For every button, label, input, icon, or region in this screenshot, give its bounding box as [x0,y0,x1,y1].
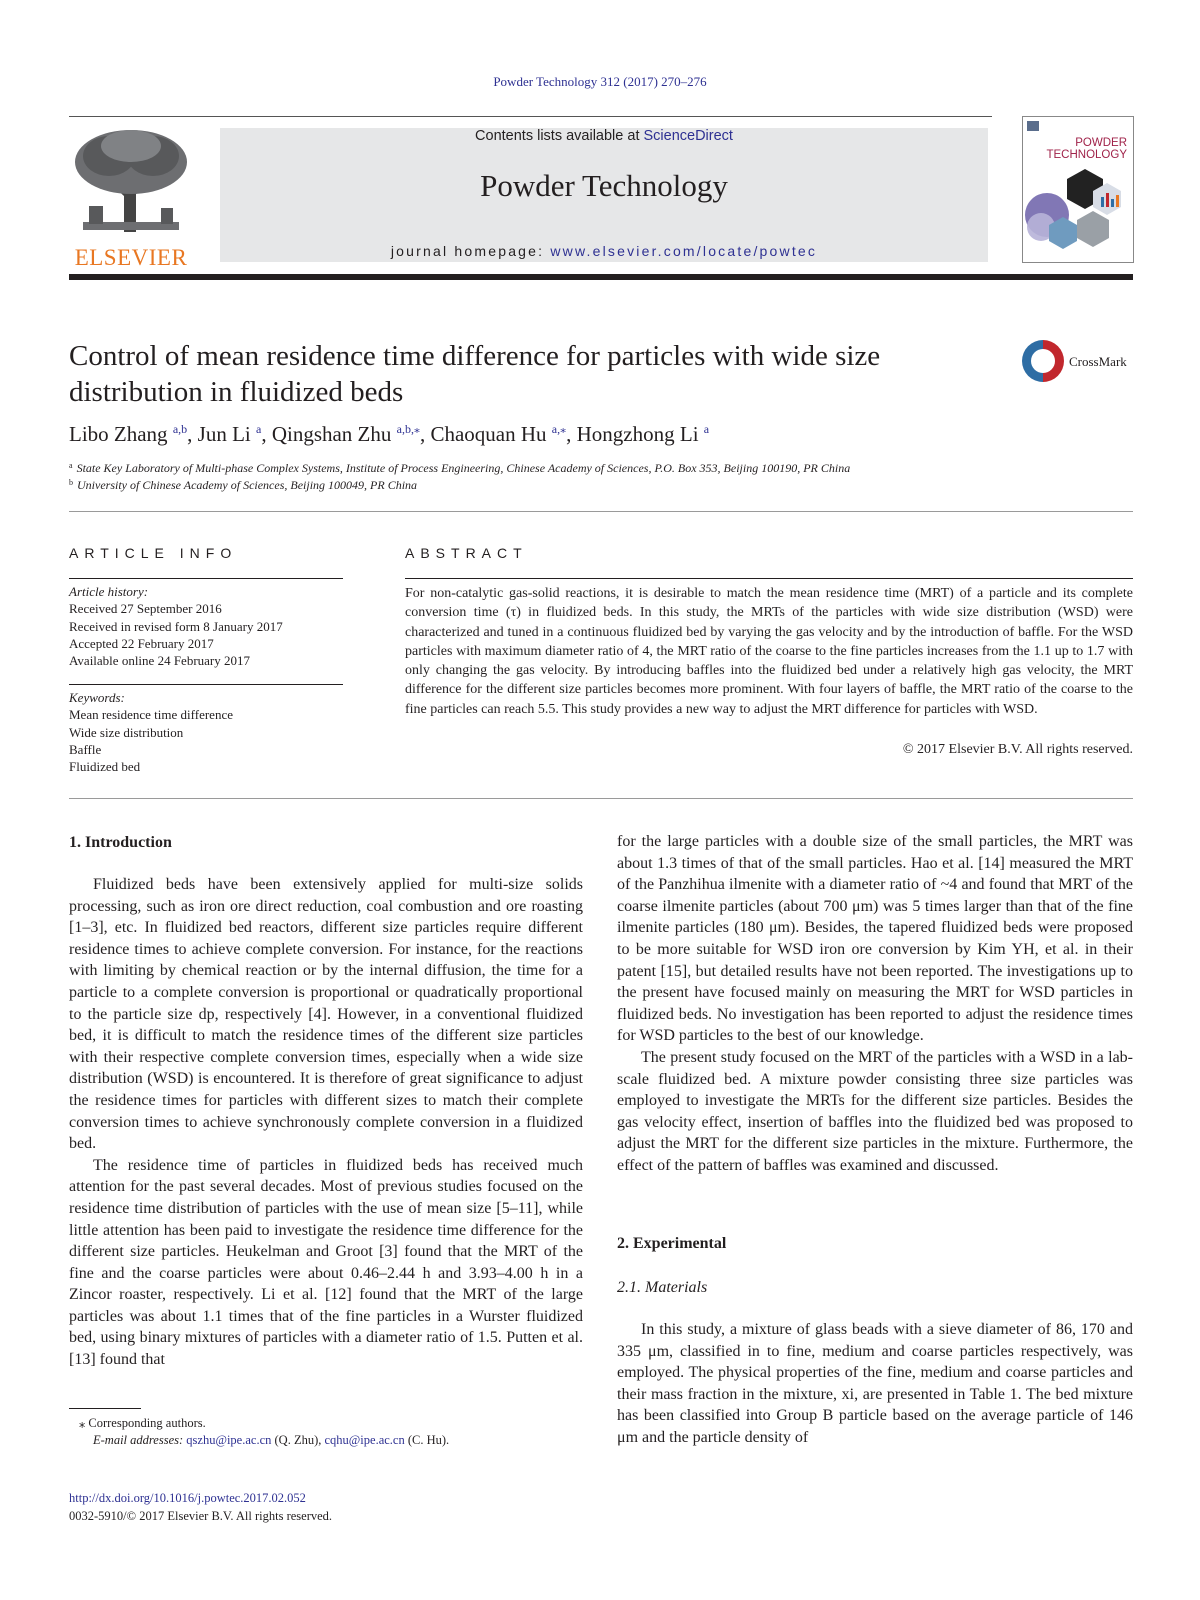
intro-paragraph-2: The residence time of particles in fluidized beds has received much attention for the past several decades. Most of previous studies focused on the residence time distribution of particles with the use of mean size [5–11], while little attention has been paid to investigate the residence time difference for the different size particles. Heukelman and Groot [3] found that the MRT of the fine and the coarse particles were about 0.46–2.44 h and 3.93–4.00 h in a Zincor roaster, respectively. Li et al. [12] found that the MRT of the large particles was about 1.1 times that of the fine particles in a Wurster fluidized bed, using binary mixtures of particles with a diameter ratio of 1.5. Putten et al. [13] found that [69,1156,583,1369]
article-info-rule [69,578,343,579]
materials-column [617,1319,1133,1449]
crossmark-icon [1022,340,1064,382]
affiliation-b [69,478,417,493]
affiliation-text: University of Chinese Academy of Sciences, Beijing 100049, PR China [77,478,418,492]
author-affiliation-mark[interactable]: a [255,422,262,436]
author-list [69,422,709,447]
author-name: Hongzhong Li [576,422,699,446]
header-rule [69,116,992,117]
email-label: E-mail addresses: [93,1433,187,1447]
author-separator: , [419,422,431,446]
cover-title-line2: TECHNOLOGY [1046,149,1127,161]
issn-line: 0032-5910/© 2017 Elsevier B.V. All rights reserved. [69,1509,333,1523]
footnote-rule [69,1408,141,1409]
history-item: Received in revised form 8 January 2017 [69,618,283,634]
article-info-heading: ARTICLE INFO [69,545,238,561]
keywords [69,689,343,775]
section-2-heading: 2. Experimental [617,1235,727,1252]
intro-paragraph-3: for the large particles with a double size of the small particles, the MRT was about 1.3 times of that of the small particles. Hao et al. [14] measured the MRT of the Panzhihua ilmenite with a diameter ratio of ~4 and found that MRT of the coarse ilmenite particles (about 700 μm) was 5 times larger than that of the fine ilmenite particles (180 μm). Besides, the tapered fluidized beds were proposed to be more suitable for WSD iron ore conversion by Kim YH, et al. in their patent [15], but detailed results have not been reported. The investigations up to the present have focused mainly on measuring the MRT for WSD particles in fluidized beds. No investigation has been reported to adjust the residence times for WSD particles to the best of our knowledge. [617,833,1133,1045]
author-separator: , [261,422,272,446]
section-2-1-heading: 2.1. Materials [617,1279,708,1296]
email-owner: (C. Hu). [404,1433,450,1447]
affiliation-mark: a [69,461,73,470]
author-name: Qingshan Zhu [271,422,392,446]
article-title: Control of mean residence time difference for particles with wide size distribution in fluidized beds [69,340,881,408]
materials-paragraph: In this study, a mixture of glass beads with a sieve diameter of 86, 170 and 335 μm, classified in to fine, medium and coarse particles respectively, was employed. The physical properties of the fine, medium and coarse particles and their mass fraction in the mixture, xi, are presented in Table 1. The bed mixture has been classified into Group B particle based on the average particle of 146 μm and the particle density of [617,1321,1133,1446]
abstract-heading: ABSTRACT [405,545,528,561]
keyword-item: Fluidized bed [69,759,141,775]
email-line [69,1432,589,1449]
intro-paragraph-4: The present study focused on the MRT of the particles with a WSD in a lab-scale fluidized bed. A mixture powder consisting three size particles was employed to investigate the MRTs for the different size particles. Besides the gas velocity effect, insertion of baffles into the fluidized bed was proposed to adjust the MRT for the different size particles in the mixture. Furthermore, the effect of the pattern of baffles was examined and discussed. [617,1048,1133,1174]
cover-title-line1: POWDER [1075,137,1127,149]
keyword-item: Baffle [69,741,102,757]
keyword-item: Wide size distribution [69,724,184,740]
contents-line [220,128,988,144]
crossmark-label: CrossMark [1069,354,1127,369]
abstract-copyright: © 2017 Elsevier B.V. All rights reserved. [902,742,1133,757]
author-name: Libo Zhang [69,422,168,446]
section-1-heading: 1. Introduction [69,834,172,851]
left-column [69,874,583,1371]
cover-title [1046,137,1127,161]
keyword-item: Mean residence time difference [69,707,233,723]
crossmark-badge[interactable] [1022,340,1142,384]
keywords-rule [69,684,343,685]
history-item: Accepted 22 February 2017 [69,635,214,651]
affiliation-a [69,461,850,476]
keywords-label: Keywords: [69,690,125,705]
abstract-rule [405,578,1133,579]
email-link-zhu[interactable]: qszhu@ipe.ac.cn [186,1433,272,1447]
contents-prefix: Contents lists available at [475,128,644,144]
journal-title: Powder Technology [480,168,728,203]
title-divider [69,511,1133,512]
corresponding-label: ⁎ Corresponding authors. [79,1416,206,1430]
history-item: Available online 24 February 2017 [69,653,250,669]
journal-citation[interactable]: Powder Technology 312 (2017) 270–276 [493,74,707,89]
history-label: Article history: [69,584,149,599]
author-name: Jun Li [197,422,251,446]
email-link-hu[interactable]: cqhu@ipe.ac.cn [324,1433,405,1447]
history-item: Received 27 September 2016 [69,601,222,617]
author-affiliation-mark[interactable]: a [703,422,710,436]
abstract-divider [69,798,1133,799]
elsevier-tree-icon [69,126,193,238]
homepage-link[interactable]: www.elsevier.com/locate/powtec [550,243,818,259]
right-column [617,831,1133,1177]
elsevier-logo [69,126,193,270]
author-name: Chaoquan Hu [430,422,547,446]
author-affiliation-mark[interactable]: a,b [172,422,188,436]
intro-paragraph-1: Fluidized beds have been extensively applied for multi-size solids processing, such as iron ore direct reduction, coal combustion and ore roasting [1–3], etc. In fluidized bed reactors, different size particles require different residence times to achieve complete conversion. For instance, for the reactions with limiting by chemical reaction or by the internal diffusion, the time for a particle to a complete conversion is proportional or quadratically proportional to the particle size dp, respectively [4]. However, in a conventional fluidized bed, it is difficult to match the residence times of the different size particles with their respective complete conversion times, especially when a wide size distribution (WSD) is encountered. It is therefore of great significance to adjust the residence times for particles with different sizes to match their complete conversion times to achieve synchronously complete conversion in a fluidized bed. [69,876,583,1153]
author-separator: , [187,422,198,446]
homepage-prefix: journal homepage: [390,243,551,259]
journal-cover-thumbnail[interactable] [1022,116,1134,263]
journal-homepage [220,243,988,259]
abstract-text: For non-catalytic gas-solid reactions, it is desirable to match the mean residence time (MRT) of a particle and its complete conversion time (τ) in fluidized beds. In this study, the MRTs of the particles with wide size distribution (WSD) were characterized and tuned in a continuous fluidized bed by varying the gas velocity and by the introduction of baffle. For the WSD particles with maximum diameter ratio of 4, the MRT ratio of the coarse to the fine particles increases from the 1.1 up to 1.7 with only changing the gas velocity. By introducing baffles into the fluidized bed under a relatively high gas velocity, the MRT difference for the different size particles becomes more prominent. With four layers of baffle, the MRT ratio of the coarse to the fine particles can reach 5.5. This study provides a new way to adjust the MRT difference for particles with WSD. [405,586,1133,717]
author-affiliation-mark[interactable]: a,b,⁎ [396,422,420,436]
doi-block [69,1489,332,1525]
author-affiliation-mark[interactable]: a,⁎ [551,422,567,436]
email-owner: (Q. Zhu), [271,1433,325,1447]
article-history [69,583,343,669]
affiliation-mark: b [69,478,73,487]
author-separator: , [566,422,577,446]
doi-link[interactable]: http://dx.doi.org/10.1016/j.powtec.2017.02.052 [69,1491,306,1505]
sciencedirect-link[interactable]: ScienceDirect [643,128,733,144]
header-thick-rule [69,274,1133,280]
corresponding-footnote [69,1415,589,1449]
affiliation-text: State Key Laboratory of Multi-phase Complex Systems, Institute of Process Engineering, Chinese Academy of Sciences, P.O. Box 353, Beijing 100190, PR China [76,461,851,475]
elsevier-wordmark: ELSEVIER [74,245,188,270]
